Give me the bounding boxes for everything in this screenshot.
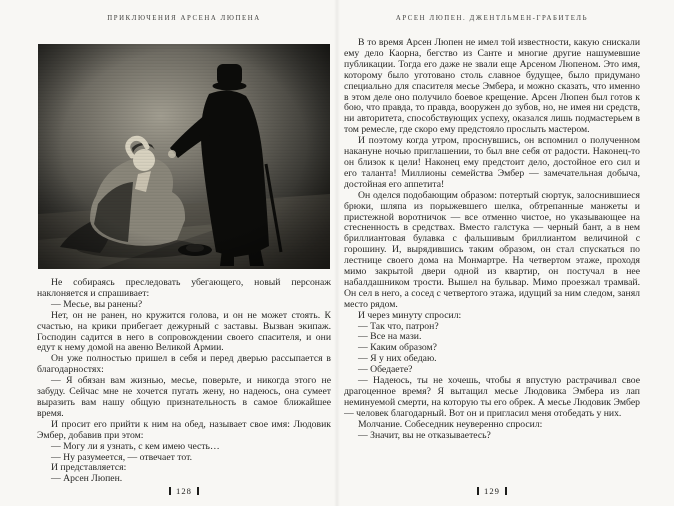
paragraph: — Надеюсь, ты не хочешь, чтобы я впустую растрачивал свое драгоценное время? Я вытащил месье Людовика Эмбера из лап неминуемой смерти, на которую ты его обрек. А месье Людовик Эмбер — человек благодарный. Вот он и пригласил меня отобедать у них.: [344, 375, 640, 419]
paragraph: — Ну разумеется, — отвечает тот.: [51, 451, 193, 463]
folio-right: [344, 486, 640, 496]
right-text-block: [344, 38, 640, 484]
paragraph: Не собираясь преследовать убегающего, новый персонаж наклоняется и спрашивает:: [37, 278, 331, 299]
page-gutter: [334, 0, 340, 506]
folio-ornament: [197, 487, 200, 495]
folio-left: [37, 486, 331, 496]
paragraph: Он оделся подобающим образом: потертый сюртук, залоснившиеся брюки, шляпа из порыжевшего шелка, обтрепанные манжеты и пристежной воротничок — все отменно чистое, но указывающее на стесненность в средствах. Вместо галстука — черный бант, а в нем бриллиантовая булавка с фальшивым бриллиантом величиной с горошину. И, вырядившись таким образом, он стал спускаться по лестнице своего дома на Монмартре. На четвертом этаже, проходя мимо закрытой двери одной из квартир, он постучал в нее набалдашником трости. Вышел на бульвар. Мимо проезжал трамвай. Он сел в него, а сосед с четвертого этажа, идущий за ним следом, занял место рядом.: [344, 189, 640, 310]
paragraph: — Так что, патрон?: [358, 320, 439, 332]
running-head-left: ПРИКЛЮЧЕНИЯ АРСЕНА ЛЮПЕНА: [107, 15, 261, 22]
paragraph: — Обедаете?: [358, 364, 413, 376]
paragraph: И просит его прийти к ним на обед, называет свое имя: Людовик Эмбер, добавив при этом:: [37, 418, 331, 441]
running-head-right: АРСЕН ЛЮПЕН. ДЖЕНТЛЬМЕН-ГРАБИТЕЛЬ: [395, 15, 589, 22]
paragraph: — Я у них обедаю.: [358, 353, 437, 365]
folio-ornament: [505, 487, 508, 495]
page-number: 128: [176, 486, 192, 496]
paragraph: — Все на мази.: [358, 331, 422, 343]
paragraph: — Значит, вы не отказываетесь?: [358, 429, 491, 441]
illustration-image: [38, 44, 330, 269]
paragraph: И представляется:: [51, 462, 127, 474]
paragraph: В то время Арсен Люпен не имел той известности, какую снискали ему дело Каорна, бегство из Санте и многие другие нашумевшие публикации. Тогда его даже не звали еще Арсеном Люпеном. Это имя, которому было уготовано столь славное будущее, было придумано специально для спасителя месье Эмбера, и можно сказать, что именно в этом деле оно получило боевое крещение. Арсен Люпен был готов к бою, что правда, то правда, вооружен до зубов, но, не имея ни средств, ни авторитета, способствующих успеху, оказался лишь подмастерьем в том ремесле, где скоро ему предстояло прослыть мастером.: [344, 38, 640, 136]
left-text-block: [37, 278, 331, 484]
paragraph: — Месье, вы ранены?: [51, 298, 143, 310]
paragraph: И поэтому когда утром, проснувшись, он вспомнил о полученном накануне ночью приглашении, то был вне себя от радости. Наконец-то он близок к цели! Наконец ему предстоит дело, достойное его сил и его таланта! Миллионы семейства Эмбер — замечательная добыча, достойная его аппетита!: [344, 135, 640, 190]
paragraph: Нет, он не ранен, но кружится голова, и он не может стоять. К счастью, на крики прибегает дежурный с заставы. Вызван экипаж. Господин садится в него в сопровождении своего спасителя, и они едут к нему домой на авеню Великой Армии.: [37, 309, 331, 354]
illustration: [38, 44, 330, 269]
paragraph: — Арсен Люпен.: [51, 473, 123, 484]
paragraph: Молчание. Собеседник неуверенно спросил:: [358, 418, 543, 430]
paragraph: Он уже полностью пришел в себя и перед дверью рассыпается в благодарностях:: [37, 353, 331, 376]
folio-ornament: [169, 487, 172, 495]
paragraph: — Могу ли я узнать, с кем имею честь…: [51, 440, 220, 452]
folio-ornament: [477, 487, 480, 495]
paragraph: И через минуту спросил:: [358, 309, 462, 321]
page-right: [344, 0, 640, 506]
paragraph: — Я обязан вам жизнью, месье, поверьте, и никогда этого не забуду. Сейчас мне не хочется пугать жену, но надеюсь, она сумеет выразить вам нашу общую признательность в самое ближайшее время.: [37, 375, 331, 419]
page-left: [37, 0, 331, 506]
paragraph: — Каким образом?: [358, 342, 437, 354]
page-number: 129: [484, 486, 500, 496]
